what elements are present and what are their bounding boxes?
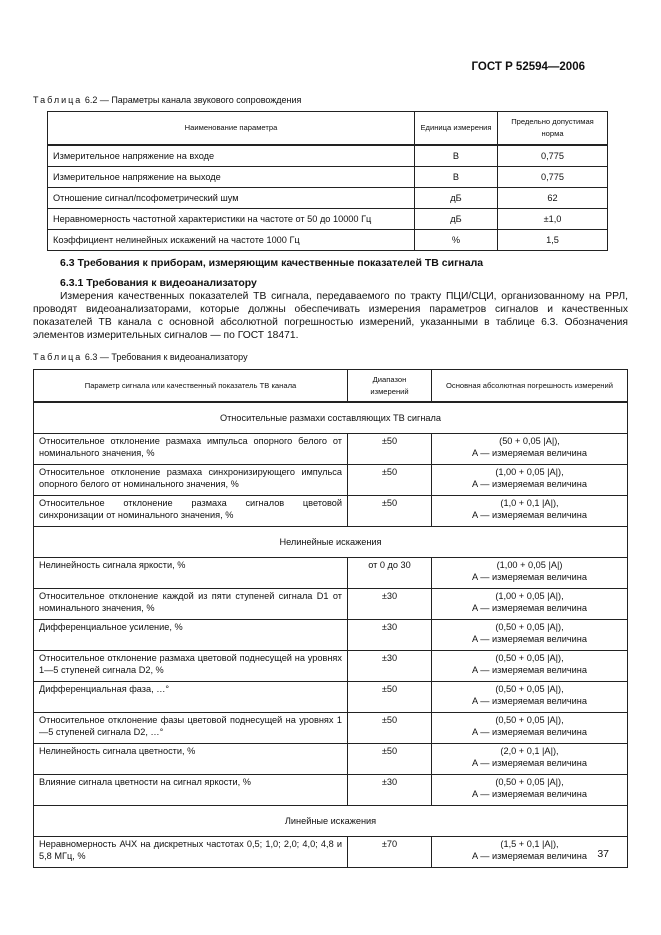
error-note: A — измеряемая величина — [472, 479, 587, 489]
error-cell — [432, 434, 628, 465]
table-row — [34, 434, 628, 465]
error-formula: (0,50 + 0,05 |A|), — [495, 715, 564, 725]
error-formula: (0,50 + 0,05 |A|), — [495, 653, 564, 663]
body-paragraph: Измерения качественных показателей ТВ сигнала, передаваемого по тракту ПЦИ/СЦИ, организованному на РРЛ, проводят видеоанализаторами, которые должны обеспечивать измерения параметров сигналов и качественных показателей ТВ канала с основной абсолютной погрешностью измерений, указанными в таблице 6.3. Обозначения элементов измерительных сигналов — по ГОСТ 18471. — [33, 291, 628, 341]
column-header: Предельно допустимая норма — [498, 112, 608, 146]
table-cell: ±50 — [348, 744, 432, 775]
table-cell: ±50 — [348, 713, 432, 744]
table-row — [34, 713, 628, 744]
table-row — [34, 589, 628, 620]
table-row — [48, 145, 608, 167]
error-cell — [432, 558, 628, 589]
error-cell — [432, 465, 628, 496]
error-note: A — измеряемая величина — [472, 603, 587, 613]
error-formula: (0,50 + 0,05 |A|), — [495, 622, 564, 632]
table-cell: дБ — [415, 188, 498, 209]
table-row — [34, 620, 628, 651]
table-cell: ±1,0 — [498, 209, 608, 230]
table-cell: Дифференциальная фаза, …° — [34, 682, 348, 713]
table-row — [34, 837, 628, 868]
table-row — [34, 651, 628, 682]
caption-text: 6.3 — Требования к видеоанализатору — [84, 352, 248, 362]
section-6-3-heading: 6.3 Требования к приборам, измеряющим качественные показателей ТВ сигнала — [60, 257, 484, 269]
table-cell: Влияние сигнала цветности на сигнал яркости, % — [34, 775, 348, 806]
error-cell — [432, 651, 628, 682]
table-cell: ±70 — [348, 837, 432, 868]
table-section-row — [34, 806, 628, 837]
table-cell: В — [415, 145, 498, 167]
table-cell: 0,775 — [498, 145, 608, 167]
error-formula: (1,00 + 0,05 |A|) — [496, 560, 563, 570]
table-cell: Относительное отклонение фазы цветовой поднесущей на уровнях 1—5 ступеней сигнала D2, …° — [34, 713, 348, 744]
error-formula: (1,00 + 0,05 |A|), — [495, 467, 564, 477]
table-cell: ±50 — [348, 682, 432, 713]
error-formula: (1,5 + 0,1 |A|), — [500, 839, 559, 849]
caption-word: Таблица — [33, 352, 83, 362]
error-cell — [432, 713, 628, 744]
error-cell — [432, 744, 628, 775]
table-row — [34, 775, 628, 806]
table-row — [34, 744, 628, 775]
error-cell — [432, 682, 628, 713]
table-cell: Измерительное напряжение на выходе — [48, 167, 415, 188]
table-cell: Относительное отклонение размаха синхронизирующего импульса опорного белого от номинального значения, % — [34, 465, 348, 496]
error-formula: (50 + 0,05 |A|), — [499, 436, 560, 446]
table-cell: Неравномерность частотной характеристики на частоте от 50 до 10000 Гц — [48, 209, 415, 230]
table-cell: Измерительное напряжение на входе — [48, 145, 415, 167]
table-row — [34, 558, 628, 589]
table-cell: Неравномерность АЧХ на дискретных частотах 0,5; 1,0; 2,0; 4,0; 4,8 и 5,8 МГц, % — [34, 837, 348, 868]
table-cell: от 0 до 30 — [348, 558, 432, 589]
error-note: A — измеряемая величина — [472, 510, 587, 520]
page-number: 37 — [597, 848, 609, 860]
table-cell: ±30 — [348, 589, 432, 620]
error-note: A — измеряемая величина — [472, 696, 587, 706]
error-note: A — измеряемая величина — [472, 572, 587, 582]
table-cell: Линейные искажения — [34, 806, 628, 837]
caption-word: Таблица — [33, 95, 83, 105]
error-note: A — измеряемая величина — [472, 789, 587, 799]
error-note: A — измеряемая величина — [472, 851, 587, 861]
error-note: A — измеряемая величина — [472, 665, 587, 675]
table-row — [48, 230, 608, 251]
table-row — [34, 682, 628, 713]
table-row — [34, 465, 628, 496]
table-cell: ±50 — [348, 434, 432, 465]
error-note: A — измеряемая величина — [472, 727, 587, 737]
table-cell: ±50 — [348, 496, 432, 527]
table-cell: Нелинейные искажения — [34, 527, 628, 558]
table-cell: Относительное отклонение размаха цветовой поднесущей на уровнях 1—5 ступеней сигнала D2, % — [34, 651, 348, 682]
table-cell: Относительное отклонение размаха сигналов цветовой синхронизации от номинального значения, % — [34, 496, 348, 527]
table-cell: % — [415, 230, 498, 251]
error-formula: (0,50 + 0,05 |A|), — [495, 777, 564, 787]
table-cell: 0,775 — [498, 167, 608, 188]
table-row — [48, 188, 608, 209]
table-6-2 — [47, 111, 608, 251]
table-cell: Относительное отклонение каждой из пяти ступеней сигнала D1 от номинального значения, % — [34, 589, 348, 620]
table-cell: Нелинейность сигнала цветности, % — [34, 744, 348, 775]
caption-text: 6.2 — Параметры канала звукового сопровождения — [84, 95, 302, 105]
table-cell: дБ — [415, 209, 498, 230]
error-note: A — измеряемая величина — [472, 448, 587, 458]
error-cell — [432, 496, 628, 527]
table-cell: 62 — [498, 188, 608, 209]
standard-header: ГОСТ Р 52594—2006 — [471, 61, 585, 73]
table-cell: ±50 — [348, 465, 432, 496]
error-formula: (0,50 + 0,05 |A|), — [495, 684, 564, 694]
table-row — [48, 209, 608, 230]
error-formula: (1,00 + 0,05 |A|), — [495, 591, 564, 601]
table-row — [34, 496, 628, 527]
table-cell: Нелинейность сигнала яркости, % — [34, 558, 348, 589]
error-note: A — измеряемая величина — [472, 758, 587, 768]
table-cell: Коэффициент нелинейных искажений на частоте 1000 Гц — [48, 230, 415, 251]
section-6-3-1-heading: 6.3.1 Требования к видеоанализатору — [60, 277, 257, 289]
table-cell: Относительное отклонение размаха импульса опорного белого от номинального значения, % — [34, 434, 348, 465]
error-formula: (1,0 + 0,1 |A|), — [500, 498, 559, 508]
column-header: Единица измерения — [415, 112, 498, 146]
error-cell — [432, 775, 628, 806]
error-cell — [432, 620, 628, 651]
table-cell: ±30 — [348, 620, 432, 651]
table-cell: Дифференциальное усиление, % — [34, 620, 348, 651]
error-formula: (2,0 + 0,1 |A|), — [500, 746, 559, 756]
error-note: A — измеряемая величина — [472, 634, 587, 644]
table-6-3 — [33, 369, 628, 868]
table-section-row — [34, 527, 628, 558]
table-cell: В — [415, 167, 498, 188]
column-header: Наименование параметра — [48, 112, 415, 146]
table-6-3-caption — [33, 352, 248, 362]
column-header: Основная абсолютная погрешность измерений — [432, 370, 628, 403]
column-header: Диапазон измерений — [348, 370, 432, 403]
table-cell: Относительные размахи составляющих ТВ сигнала — [34, 402, 628, 434]
table-cell: Отношение сигнал/псофометрический шум — [48, 188, 415, 209]
column-header: Параметр сигнала или качественный показатель ТВ канала — [34, 370, 348, 403]
table-row — [48, 167, 608, 188]
table-section-row — [34, 402, 628, 434]
table-cell: 1,5 — [498, 230, 608, 251]
table-cell: ±30 — [348, 651, 432, 682]
error-cell — [432, 589, 628, 620]
table-cell: ±30 — [348, 775, 432, 806]
table-6-2-caption — [33, 95, 301, 105]
